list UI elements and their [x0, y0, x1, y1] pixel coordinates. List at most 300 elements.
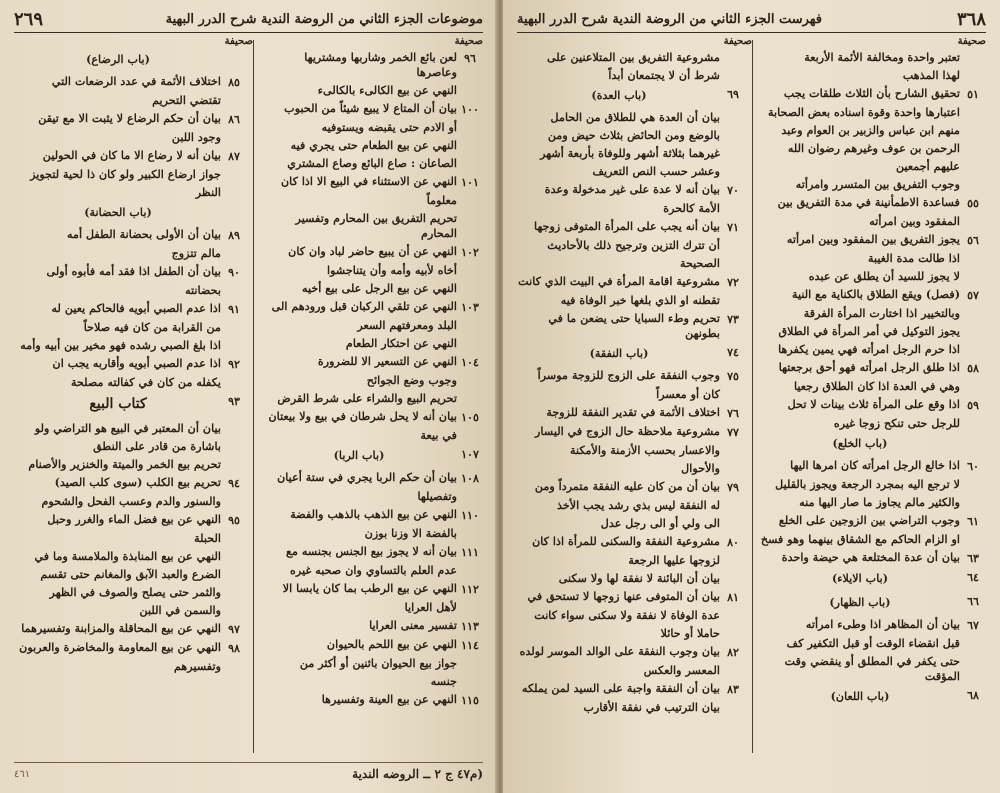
entry-page-number [720, 387, 746, 388]
page-header [517, 6, 986, 33]
entry-page-number: ٨٥ [228, 76, 240, 89]
entry-page-number: ١١٤ [461, 639, 479, 652]
entry-text: تفسير معنى العرايا [369, 618, 457, 632]
entry-text: الصاعان : صاع البائع وصاع المشتري [287, 156, 457, 170]
index-entry [518, 498, 746, 513]
entry-text: بيان أن المتوفى عنها زوجها لا تستحق في [527, 589, 720, 603]
index-entry [261, 193, 483, 208]
entry-text: بيان أن عدة المختلعة هي حيضة واحدة [781, 550, 960, 564]
index-entry [261, 174, 483, 190]
entry-page-number: ٧٢ [727, 276, 739, 289]
entry-text: بيان أن من كان عليه النفقة متمرداً ومن [534, 479, 720, 493]
entry-page-number: ٦٤ [967, 571, 979, 584]
entry-text: تحريم وطء السبايا حتى يضعن ما في بطونهن [548, 311, 720, 340]
index-entry [15, 185, 247, 200]
index-entry [261, 101, 483, 117]
index-entry [760, 550, 986, 566]
index-entry [760, 397, 986, 413]
index-entry [760, 360, 986, 376]
index-entry [261, 211, 483, 241]
index-entry [261, 409, 483, 425]
entry-text: وجوب وضع الجوائح [366, 373, 457, 387]
entry-text: النهي عن بيع الذهب بالذهب والفضة [290, 507, 457, 521]
entry-page-number: ٦٣ [967, 552, 979, 565]
entry-page-number [457, 674, 483, 675]
entry-page-number: ٩٢ [228, 358, 240, 371]
entry-page-number: ٧١ [727, 221, 739, 234]
entry-text: بيان أن الطفل اذا فقد أمه فأبوه أولى [46, 264, 221, 278]
index-entry [15, 74, 247, 90]
index-entry [760, 434, 986, 455]
entry-text: عدة الوفاة لا نفقة ولا سكنى سواء كانت [534, 608, 720, 622]
section-heading: (باب الحضانة) [84, 205, 152, 219]
entry-page-number [960, 306, 986, 307]
index-entry [518, 344, 746, 365]
entry-page-number: ١١٥ [461, 694, 479, 707]
entry-text: يجوز التفريق بين المفقود وبين امرأته [786, 232, 960, 246]
entry-text: اختلاف الأئمة في تقدير النفقة للزوجة [546, 405, 720, 419]
entry-page-number [221, 93, 247, 94]
entry-text: اختلاف الأئمة في عدد الرضعات التي [51, 74, 221, 88]
entry-page-number [221, 457, 247, 458]
index-entry [261, 446, 483, 467]
entry-text: النهي عن بيع المنابذة والملامسة وما في [34, 549, 221, 563]
index-entry [261, 526, 483, 541]
entry-page-number [960, 141, 986, 142]
index-entry [518, 534, 746, 550]
entry-page-number [221, 421, 247, 422]
entry-text: النهي عن أن يبيع حاضر لباد وان كان [288, 244, 457, 258]
entry-text: اعتبارها واحدة وقوة اسناده بعض الصحابة [768, 105, 960, 119]
index-entry [760, 105, 986, 120]
entry-text: بيان أن المعتبر في البيع هو التراضي ولو [34, 421, 221, 435]
index-entry [518, 700, 746, 715]
index-entry [518, 86, 746, 107]
entry-page-number [720, 128, 746, 129]
entry-page-number: ٩٥ [228, 514, 240, 527]
entry-page-number: ٦٧ [967, 619, 979, 632]
entry-text: النهي عن بيع الكالىء بالكالىء [317, 83, 457, 97]
entry-page-number: ٦١ [967, 515, 979, 528]
entry-page-number [720, 146, 746, 147]
index-entry [760, 214, 986, 229]
index-entry [15, 167, 247, 182]
entry-page-number: ٥٥ [967, 197, 979, 210]
entry-page-number: ٥٦ [967, 234, 979, 247]
entry-text: في بيعة [420, 428, 457, 442]
page-number: ٢٦٩ [14, 8, 44, 30]
entry-page-number: ٥١ [967, 88, 979, 101]
index-entry [760, 306, 986, 321]
entry-text: مشروعية النفقة والسكنى للمرأة اذا كان [532, 534, 720, 548]
entry-text: له النفقة ليس بذي رشد يجب الأخذ [556, 498, 720, 512]
column-label: صحيفة [224, 36, 253, 47]
index-entry [518, 368, 746, 384]
entry-text: أو الادم حتى يقبضه ويستوفيه [321, 120, 457, 134]
index-entry [15, 50, 247, 71]
index-entry [261, 281, 483, 296]
index-entry [760, 251, 986, 266]
entry-text: النهي عن بيع المحاقلة والمزابنة وتفسيرهما [21, 621, 221, 635]
entry-page-number [720, 164, 746, 165]
index-entry [261, 263, 483, 278]
index-entry [261, 50, 483, 80]
entry-text: وتفصيلها [417, 489, 457, 503]
index-entry [15, 93, 247, 108]
index-entry [15, 603, 247, 618]
entry-text: كان أو معسراً [656, 387, 720, 401]
entry-page-number: ٨١ [727, 591, 739, 604]
entry-text: وجود اللبن [171, 130, 221, 144]
index-entry [760, 50, 986, 65]
entry-text: اذا طلق الرجل امرأته فهو أحق برجعتها [778, 360, 960, 374]
entry-text: وبالتخيير اذا اختارت المرأة الفرقة [803, 306, 960, 320]
entry-page-number [221, 130, 247, 131]
index-entry [15, 356, 247, 372]
index-entry [261, 138, 483, 153]
entry-text: الى ولي أو الى رجل عدل [600, 516, 720, 530]
entry-page-number: ١٠٣ [461, 301, 479, 314]
entry-text: بيان أن البائنة لا نفقة لها ولا سكنى [558, 571, 720, 585]
entry-text: بيان أنه لا عدة على غير مدخولة وعدة [544, 182, 720, 196]
index-entry [760, 68, 986, 83]
entry-page-number [720, 608, 746, 609]
index-entry [518, 663, 746, 678]
index-entry [518, 681, 746, 697]
chapter-heading: كتاب البيع [89, 396, 147, 412]
entry-page-number [960, 214, 986, 215]
entry-page-number [457, 120, 483, 121]
entry-text: تحريم بيع الخمر والميتة والخنزير والأصنام [28, 457, 221, 471]
entry-text: تحقيق الشارح بأن الثلاث طلقات يجب [783, 86, 960, 100]
entry-text: بيان أن حكم الربا يجري في ستة أعيان [277, 470, 457, 484]
index-entry [15, 585, 247, 600]
entry-text: بيان أن المظاهر اذا وطىء امرأته [805, 617, 960, 631]
entry-page-number [720, 443, 746, 444]
index-entry [760, 269, 986, 284]
entry-page-number [221, 320, 247, 321]
entry-page-number [960, 50, 986, 51]
entry-text: للرجل حتى تنكح زوجا غيره [833, 416, 960, 430]
entry-page-number: ٩٠ [228, 266, 240, 279]
index-entry [261, 692, 483, 708]
entry-text: النهي عن بيع الطعام حتى يجري فيه [290, 138, 457, 152]
index-entry [15, 640, 247, 656]
index-entry [261, 656, 483, 671]
index-entry [760, 195, 986, 211]
entry-text: وتفسيرهم [173, 659, 221, 673]
index-entry [518, 608, 746, 623]
entry-text: بيان أن الأولى بحضانة الطفل أمه [66, 227, 221, 241]
entry-text: وجوب التراضي بين الزوجين على الخلع [778, 513, 960, 527]
entry-text: معلوماً [426, 193, 457, 207]
entry-page-number [720, 626, 746, 627]
entry-page-number [720, 68, 746, 69]
entry-text: تحريم البيع والشراء على شرط القرض [277, 391, 457, 405]
index-entry [760, 123, 986, 138]
column-label: صحيفة [454, 36, 483, 47]
entry-page-number: ٦٦ [967, 595, 979, 608]
entry-page-number: ٩٨ [228, 642, 240, 655]
index-entry [518, 274, 746, 290]
entry-text: النهي عن احتكار الطعام [345, 336, 457, 350]
entry-page-number [960, 434, 986, 435]
index-entry [261, 618, 483, 634]
entry-text: عليهم أجمعين [895, 159, 960, 173]
entry-page-number [960, 159, 986, 160]
entry-page-number [221, 338, 247, 339]
index-entry [15, 621, 247, 637]
entry-text: تحريم التفريق بين المحارم وتفسير المحارم [295, 211, 457, 240]
index-entry [760, 593, 986, 614]
entry-page-number: ١١٢ [461, 583, 479, 596]
entry-page-number [960, 269, 986, 270]
entry-page-number: ٩٤ [228, 477, 240, 490]
index-column [261, 50, 483, 753]
entry-page-number: ٧٠ [727, 184, 739, 197]
index-entry [518, 571, 746, 586]
entry-page-number [457, 600, 483, 601]
index-entry [15, 148, 247, 164]
entry-page-number: ٧٩ [727, 481, 739, 494]
entry-text: والأحوال [681, 461, 720, 475]
entry-text: والثمر حتى يصلح والصوف في الظهر [49, 585, 221, 599]
entry-page-number [960, 532, 986, 533]
entry-text: لعن بائع الخمر وشاربها ومشتريها وعاصرها [304, 50, 457, 79]
entry-text: لهذا المذهب [902, 68, 960, 82]
entry-text: بيان أنه لا رضاع الا ما كان في الحولين [42, 148, 221, 162]
entry-page-number [221, 585, 247, 586]
index-entry [760, 495, 986, 510]
entry-page-number [960, 416, 986, 417]
entry-text: وهي في العدة اذا كان الطلاق رجعيا [793, 379, 960, 393]
entry-page-number [960, 342, 986, 343]
index-entry [261, 489, 483, 504]
entry-page-number [457, 281, 483, 282]
entry-page-number [221, 203, 247, 204]
index-entry [518, 644, 746, 660]
entry-page-number: ١٠٥ [461, 411, 479, 424]
index-entry [261, 83, 483, 98]
entry-text: بيان الترتيب في نفقة الأقارب [583, 700, 720, 714]
index-entry [15, 439, 247, 454]
index-entry [15, 264, 247, 280]
index-entry [760, 287, 986, 303]
entry-page-number [221, 246, 247, 247]
entry-page-number [221, 50, 247, 51]
entry-text: النهي عن بيع اللحم بالحيوان [326, 637, 457, 651]
entry-text: النهي عن تلقي الركبان قبل ورودهم الى [271, 299, 457, 313]
index-entry [15, 512, 247, 528]
index-entry [760, 458, 986, 474]
index-entry [760, 477, 986, 492]
entry-text: حاملا أو حائلا [660, 626, 720, 640]
entry-text: المفقود وبين امرأته [869, 214, 960, 228]
index-entry [261, 470, 483, 486]
index-entry [518, 311, 746, 341]
index-entry [760, 342, 986, 357]
entry-text: الحبلة [194, 531, 221, 545]
entry-text: والسمن في اللبن [139, 603, 221, 617]
entry-text: (فصل) ويقع الطلاق بالكناية مع النية [792, 287, 960, 301]
index-entry [518, 256, 746, 271]
index-entry [261, 120, 483, 135]
entry-text: بيان أنه لا يجوز بيع الجنس بجنسه مع [286, 544, 457, 558]
entry-text: بيان أن حكم الرضاع لا يثبت الا مع تيقن [38, 111, 221, 125]
entry-text: عدم العلم بالتساوي وان صحبه غيره [290, 563, 457, 577]
entry-text: مشروعية ملاحظة حال الزوج في اليسار [535, 424, 720, 438]
entry-page-number [720, 571, 746, 572]
entry-page-number: ٨٠ [727, 536, 739, 549]
entry-page-number: ٥٧ [967, 289, 979, 302]
entry-page-number [960, 379, 986, 380]
index-entry [15, 111, 247, 127]
page-number: ٣٦٨ [956, 8, 986, 30]
entry-text: النظر [195, 185, 221, 199]
index-entry [261, 299, 483, 315]
left-page [0, 0, 497, 793]
entry-text: اذا عدم الصبي أبويه وأقاربه يجب ان [52, 356, 221, 370]
entry-page-number [720, 110, 746, 111]
entry-text: من القرابة من كان فيه صلاحاً [83, 320, 221, 334]
entry-page-number [960, 177, 986, 178]
index-entry [518, 110, 746, 125]
entry-text: اذا خالع الرجل امرأته كان امرها اليها [790, 458, 960, 472]
entry-text: لزوجها عليها الرجعة [628, 553, 720, 567]
index-entry [760, 159, 986, 174]
index-entry [760, 687, 986, 708]
entry-page-number: ٦٨ [967, 689, 979, 702]
index-entry [15, 494, 247, 509]
index-column [518, 50, 746, 753]
right-page [503, 0, 1000, 793]
index-entry [760, 379, 986, 394]
footer-label: ــ الروضه الندية [352, 767, 431, 781]
entry-page-number [720, 700, 746, 701]
index-entry [518, 589, 746, 605]
entry-text: النهي عن بيع الرجل على بيع أخيه [301, 281, 457, 295]
entry-page-number [457, 211, 483, 212]
entry-text: والكثير مالم يجاوز ما صار اليها منه [799, 495, 960, 509]
entry-page-number: ٧٧ [727, 426, 739, 439]
entry-page-number [457, 656, 483, 657]
entry-page-number [221, 603, 247, 604]
index-entry [518, 219, 746, 235]
entry-page-number: ١١٣ [461, 620, 479, 633]
entry-text: بالفضة الا وزنا بوزن [364, 526, 457, 540]
entry-page-number [221, 439, 247, 440]
entry-text: تعتبر واحدة ومخالفة الأئمة الأربعة [804, 50, 960, 64]
index-entry [15, 301, 247, 317]
index-entry [518, 424, 746, 440]
entry-page-number [457, 391, 483, 392]
entry-page-number: ١٠٨ [461, 472, 479, 485]
footer-signature: (م٤٧ ج ٢ [434, 767, 483, 781]
entry-page-number [720, 50, 746, 51]
index-entry [15, 130, 247, 145]
index-entry [15, 283, 247, 298]
entry-text: أن تترك التزين وترجيح ذلك بالأحاديث [547, 238, 720, 252]
entry-page-number [221, 283, 247, 284]
entry-page-number [720, 293, 746, 294]
index-entry [760, 636, 986, 651]
entry-text: تقتضي التحريم [152, 93, 221, 107]
column-divider [752, 40, 753, 753]
index-entry [518, 50, 746, 65]
entry-text: اذا حرم الرجل امرأته فهي يمين يكفرها [778, 342, 960, 356]
entry-page-number: ٨٧ [228, 150, 240, 163]
index-entry [15, 393, 247, 418]
entry-text: بيان وجوب النفقة على الوالد الموسر لولده [519, 644, 720, 658]
index-entry [15, 227, 247, 243]
entry-text: فساعدة الاطمأنينة في مدة التفريق بين [777, 195, 960, 209]
entry-text: أخاه لأبيه وأمه وأن يتناجشوا [326, 263, 457, 277]
entry-text: جواز ارضاع الكبير ولو كان ذا لحية لتجويز [30, 167, 221, 181]
index-entry [760, 617, 986, 633]
index-entry [15, 567, 247, 582]
entry-page-number: ٧٥ [727, 370, 739, 383]
index-column [760, 50, 986, 753]
entry-page-number [221, 185, 247, 186]
index-entry [15, 659, 247, 674]
entry-page-number [720, 201, 746, 202]
entry-page-number [457, 263, 483, 264]
entry-text: بيان أنه لا يحل شرطان في بيع ولا بيعتان [268, 409, 457, 423]
entry-page-number: ١١١ [461, 546, 479, 559]
entry-text: النهي عن بيع المعاومة والمخاضرة والعربون [19, 640, 221, 654]
index-entry [760, 416, 986, 431]
index-entry [518, 405, 746, 421]
entry-text: منهم ابن عباس والزبير بن العوام وعبد [781, 123, 960, 137]
entry-text: اذا طالت مدة الغيبة [868, 251, 960, 265]
entry-text: اذا عدم الصبي أبويه فالحاكم يعين له [51, 301, 221, 315]
entry-text: بالوضع ومن الحائض بثلاث حيض ومن [547, 128, 720, 142]
entry-page-number: ٩٧ [228, 623, 240, 636]
entry-page-number: ١٠٧ [461, 448, 479, 461]
index-entry [518, 68, 746, 83]
index-entry [15, 338, 247, 353]
entry-page-number: ١٠١ [461, 176, 479, 189]
entry-page-number [960, 68, 986, 69]
entry-text: جواز بيع الحيوان باثنين أو أكثر من [299, 656, 457, 670]
entry-page-number [457, 83, 483, 84]
index-entry [518, 479, 746, 495]
entry-text: جنسه [430, 674, 457, 688]
footer-mark: ٤٦١ [14, 768, 31, 780]
section-heading: (باب اللعان) [830, 689, 890, 703]
entry-text: وعشر حسب النص التعريف [592, 164, 720, 178]
index-entry [760, 654, 986, 684]
index-entry [261, 156, 483, 171]
page-footer [14, 762, 483, 785]
section-heading: (باب العدة) [591, 88, 647, 102]
entry-text: النهي عن الاستثناء في البيع الا اذا كان [280, 174, 457, 188]
entry-text: والسنور والدم وعسب الفحل والشحوم [41, 494, 221, 508]
entry-text: بحضانته [185, 283, 221, 297]
index-entry [15, 421, 247, 436]
entry-page-number: ١١٠ [461, 509, 479, 522]
section-heading: (باب الربا) [333, 448, 385, 462]
entry-text: شرط أن لا يجتمعان أبداً [608, 68, 720, 82]
entry-text: لا يجوز للسيد أن يطلق عن عبده [808, 269, 960, 283]
entry-text: مالم تتزوج [171, 246, 221, 260]
entry-page-number [221, 494, 247, 495]
entry-page-number [960, 105, 986, 106]
index-entry [15, 549, 247, 564]
page-title: موضوعات الجزء الثاني من الروضة الندية شرح الدرر البهية [165, 11, 483, 27]
entry-page-number [960, 123, 986, 124]
index-entry [261, 544, 483, 560]
